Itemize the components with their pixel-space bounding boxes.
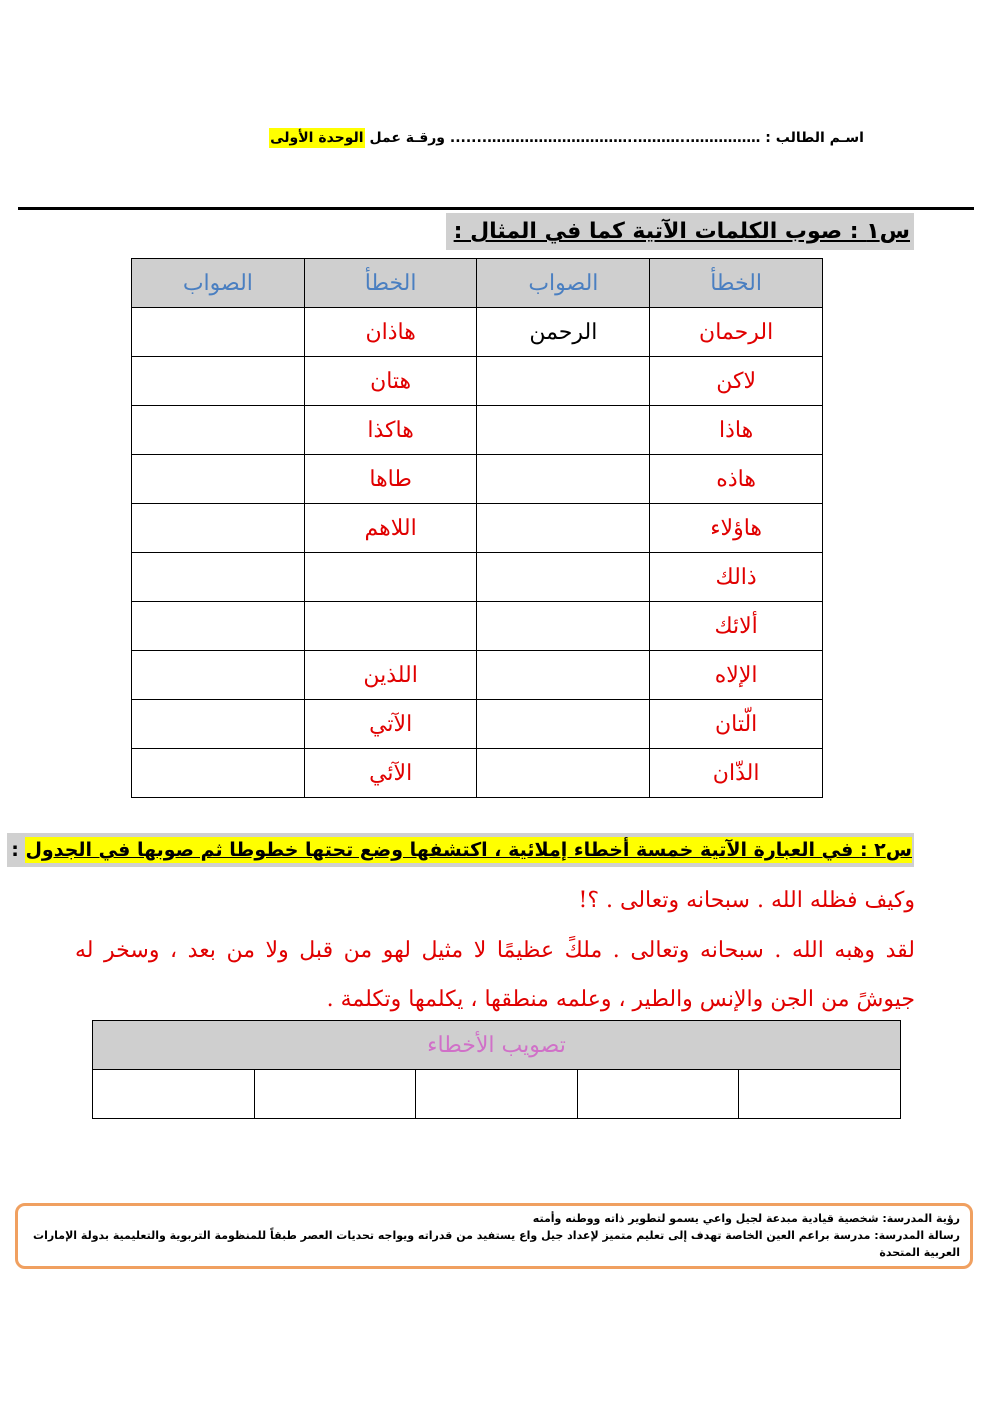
answer-cell[interactable] [132,651,305,700]
correct-word: الرحمن [477,308,650,357]
correction-table [131,258,823,798]
header-correct: الصواب [477,259,650,308]
wrong-word: الرحمان [650,308,823,357]
header-wrong: الخطأ [650,259,823,308]
wrong-word: الذّان [650,749,823,798]
wrong-word: الآتي [304,700,477,749]
header-wrong: الخطأ [304,259,477,308]
wrong-word: هاكذا [304,406,477,455]
wrong-word: هتان [304,357,477,406]
wrong-word: لاكن [650,357,823,406]
wrong-word: الّتان [650,700,823,749]
wrong-word: الآئي [304,749,477,798]
answer-cell[interactable] [739,1070,901,1119]
answer-cell[interactable] [132,504,305,553]
answer-cell[interactable] [477,455,650,504]
header-divider [18,207,974,210]
wrong-word: هاذان [304,308,477,357]
wrong-word: اللاهم [304,504,477,553]
errors-correction-table [92,1020,901,1119]
table-header-row [93,1021,901,1070]
answer-cell[interactable] [132,406,305,455]
passage-line-3: جيوشً من الجن والإنس والطير ، وعلمه منطقها ، يكلمها وتكلمة . [326,987,915,1012]
wrong-word: هاذه [650,455,823,504]
table-header-row [132,259,823,308]
wrong-word: ذالك [650,553,823,602]
answer-cell[interactable] [132,700,305,749]
table-row [132,553,823,602]
wrong-word [304,553,477,602]
question-2-suffix: : [11,839,26,861]
question-2-prefix: س٢ : [859,839,912,861]
answer-cell[interactable] [477,749,650,798]
errors-table-title: تصويب الأخطاء [93,1021,901,1070]
unit-label: الوحدة الأولى [270,130,364,146]
answer-cell[interactable] [416,1070,578,1119]
answer-cell[interactable] [93,1070,255,1119]
table-row [132,749,823,798]
school-mission: رسالة المدرسة: مدرسة براعم العين الخاصة تهدف إلى تعليم متميز لإعداد جيل واع يستفيد من قدراته ويواجه تحديات العصر طبقاً للمنظومة التربوية والتعليمية بدولة الإمارات العربية المتحدة [33,1229,960,1259]
wrong-word: الإلاه [650,651,823,700]
question-2-title [7,833,914,867]
table-row [132,357,823,406]
wrong-word: طاها [304,455,477,504]
table-row [132,700,823,749]
answer-cell[interactable] [132,553,305,602]
header-correct: الصواب [132,259,305,308]
worksheet-label: ورقـة عمل [369,130,446,146]
wrong-word [304,602,477,651]
wrong-word: هاذا [650,406,823,455]
student-name-line [269,130,864,146]
table-row [93,1070,901,1119]
answer-cell[interactable] [132,308,305,357]
answer-cell[interactable] [477,504,650,553]
answer-cell[interactable] [477,406,650,455]
table-row [132,455,823,504]
question-1-title: س١ : صوب الكلمات الآتية كما في المثال : [446,213,914,250]
wrong-word: هاؤلاء [650,504,823,553]
passage-line-1: وكيف فظله الله . سبحانه وتعالى . ؟! [578,888,915,913]
answer-cell[interactable] [132,602,305,651]
answer-cell[interactable] [477,357,650,406]
passage-line-2: لقد وهبه الله . سبحانه وتعالى . ملكً عظيمًا لا مثيل لهو من قبل ولا من بعد ، وسخر له [75,938,915,963]
table-row [132,308,823,357]
question-2-text: في العبارة الآتية خمسة أخطاء إملائية ، اكتشفها وضع تحتها خطوطا ثم صوبها في الجدول [25,839,860,861]
answer-cell[interactable] [477,553,650,602]
answer-cell[interactable] [477,700,650,749]
table-row [132,651,823,700]
answer-cell[interactable] [254,1070,416,1119]
school-footer-box [15,1203,973,1269]
wrong-word: اللذين [304,651,477,700]
name-dots: ……………..………..…………………………....... [449,130,761,146]
answer-cell[interactable] [477,651,650,700]
table-row [132,602,823,651]
answer-cell[interactable] [132,749,305,798]
answer-cell[interactable] [577,1070,739,1119]
answer-cell[interactable] [477,602,650,651]
table-row [132,504,823,553]
answer-cell[interactable] [132,455,305,504]
wrong-word: ألائك [650,602,823,651]
answer-cell[interactable] [132,357,305,406]
school-vision: رؤية المدرسة: شخصية قيادية مبدعة لجيل واعي يسمو لتطوير ذاته ووطنه وأمته [532,1212,960,1225]
student-label: اسـم الطالب : [765,130,864,146]
table-row [132,406,823,455]
